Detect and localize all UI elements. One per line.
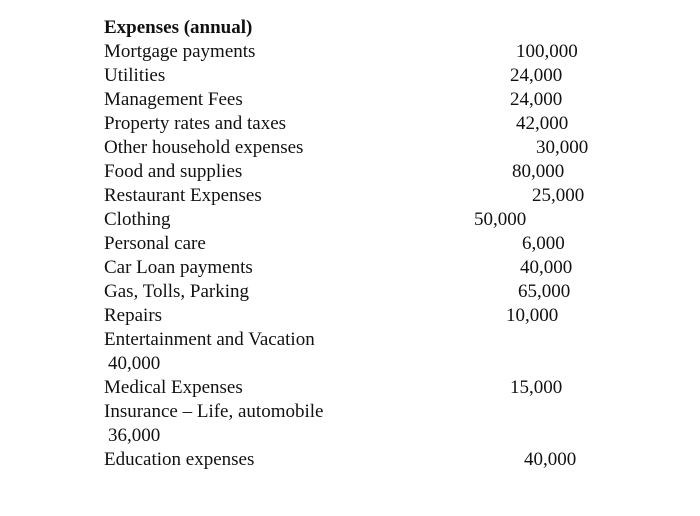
- row-label-medical: Medical Expenses: [104, 377, 243, 398]
- row-amount-management-fees: 24,000: [510, 89, 563, 110]
- row-amount-entertainment: 40,000: [108, 353, 161, 374]
- row-label-management-fees: Management Fees: [104, 89, 243, 110]
- row-label-property-rates: Property rates and taxes: [104, 113, 287, 134]
- row-amount-other-household: 30,000: [536, 137, 589, 158]
- row-label-personal-care: Personal care: [104, 233, 206, 254]
- row-label-food-supplies: Food and supplies: [104, 161, 243, 182]
- row-label-other-household: Other household expenses: [104, 137, 304, 158]
- row-amount-restaurant: 25,000: [532, 185, 585, 206]
- row-amount-utilities: 24,000: [510, 65, 563, 86]
- row-label-clothing: Clothing: [104, 209, 171, 230]
- row-amount-clothing: 50,000: [474, 209, 527, 230]
- row-amount-gas-tolls: 65,000: [518, 281, 571, 302]
- row-amount-insurance: 36,000: [108, 425, 161, 446]
- row-amount-car-loan: 40,000: [520, 257, 573, 278]
- row-label-mortgage: Mortgage payments: [104, 41, 256, 62]
- row-amount-mortgage: 100,000: [516, 41, 578, 62]
- row-label-gas-tolls: Gas, Tolls, Parking: [104, 281, 250, 302]
- row-label-utilities: Utilities: [104, 65, 166, 86]
- row-amount-repairs: 10,000: [506, 305, 559, 326]
- row-amount-personal-care: 6,000: [522, 233, 565, 254]
- row-label-education: Education expenses: [104, 449, 255, 470]
- row-label-repairs: Repairs: [104, 305, 163, 326]
- expenses-heading: Expenses (annual): [104, 17, 253, 38]
- row-amount-food-supplies: 80,000: [512, 161, 565, 182]
- row-label-car-loan: Car Loan payments: [104, 257, 253, 278]
- row-label-insurance: Insurance – Life, automobile: [104, 401, 324, 422]
- row-label-restaurant: Restaurant Expenses: [104, 185, 262, 206]
- row-amount-education: 40,000: [524, 449, 577, 470]
- row-amount-medical: 15,000: [510, 377, 563, 398]
- row-amount-property-rates: 42,000: [516, 113, 569, 134]
- row-label-entertainment: Entertainment and Vacation: [104, 329, 315, 350]
